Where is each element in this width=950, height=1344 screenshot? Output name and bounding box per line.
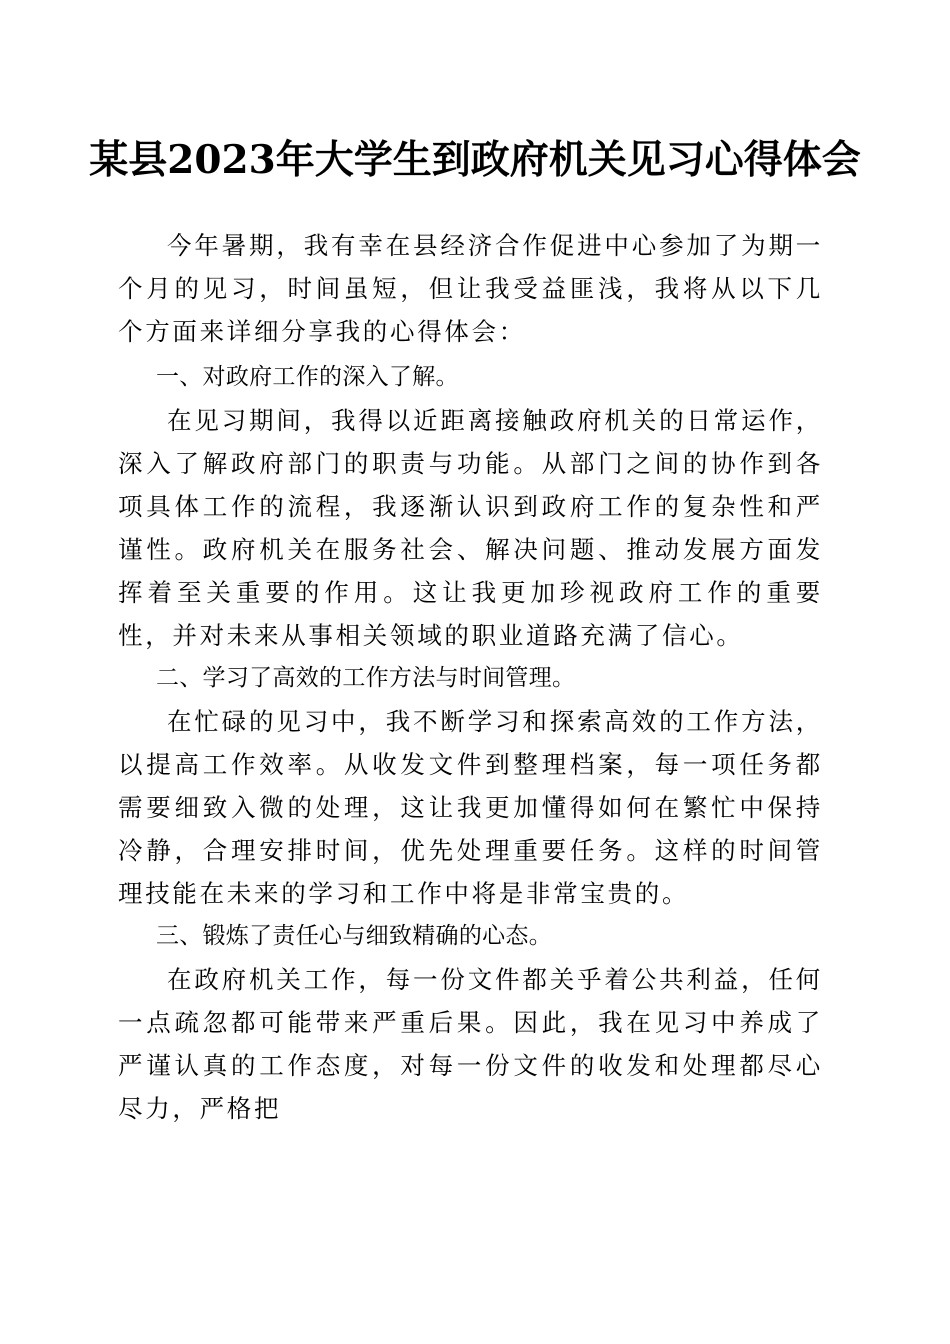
- intro-paragraph: 今年暑期，我有幸在县经济合作促进中心参加了为期一个月的见习，时间虽短，但让我受益匪浅，我将从以下几个方面来详细分享我的心得体会：: [118, 231, 823, 346]
- section-1-paragraph: 在见习期间，我得以近距离接触政府机关的日常运作，深入了解政府部门的职责与功能。从部门之间的协作到各项具体工作的流程，我逐渐认识到政府工作的复杂性和严谨性。政府机关在服务社会、解决问题、推动发展方面发挥着至关重要的作用。这让我更加珍视政府工作的重要性，并对未来从事相关领域的职业道路充满了信心。: [118, 406, 823, 650]
- section-3-paragraph: 在政府机关工作，每一份文件都关乎着公共利益，任何一点疏忽都可能带来严重后果。因此，我在见习中养成了严谨认真的工作态度，对每一份文件的收发和处理都尽心尽力，严格把: [118, 965, 823, 1123]
- document-body: [118, 224, 823, 1130]
- section-3-heading: 三、锻炼了责任心与细致精确的心态。: [155, 923, 553, 949]
- section-2-heading: 二、学习了高效的工作方法与时间管理。: [155, 665, 576, 691]
- section-1-heading: 一、对政府工作的深入了解。: [155, 364, 459, 390]
- document-title: 某县2023年大学生到政府机关见习心得体会: [89, 137, 861, 183]
- section-2-paragraph: 在忙碌的见习中，我不断学习和探索高效的工作方法，以提高工作效率。从收发文件到整理档案，每一项任务都需要细致入微的处理，这让我更加懂得如何在繁忙中保持冷静，合理安排时间，优先处理重要任务。这样的时间管理技能在未来的学习和工作中将是非常宝贵的。: [118, 707, 823, 908]
